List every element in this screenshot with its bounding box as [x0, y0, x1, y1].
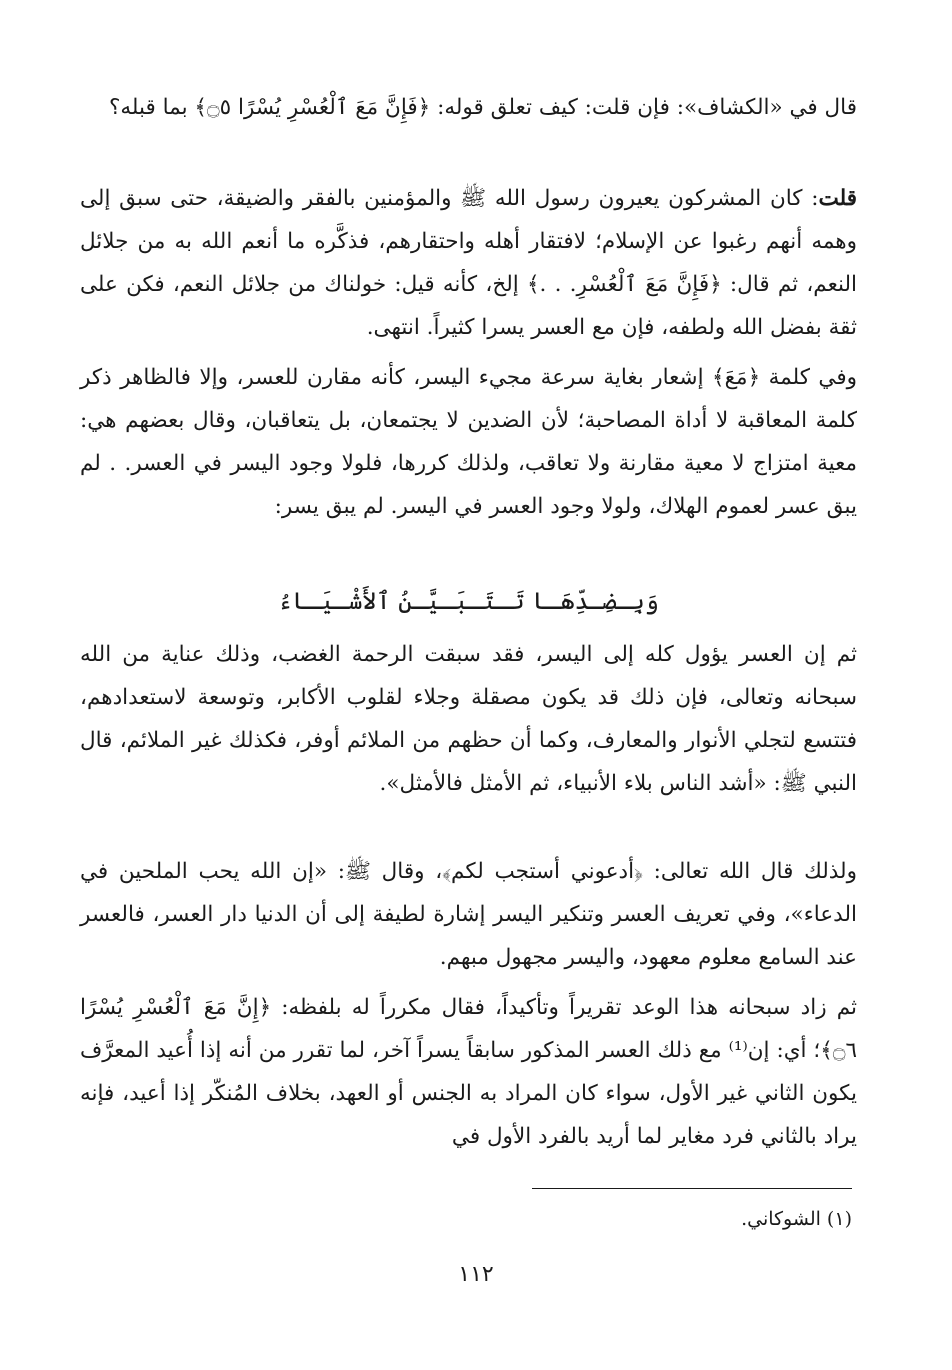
- page-number: ١١٢: [458, 1262, 494, 1287]
- paragraph-4: [80, 633, 857, 805]
- paragraph-text: ثم إن العسر يؤول كله إلى اليسر، فقد سبقت الرحمة الغضب، وذلك عناية من الله سبحانه وتعالى، فإن ذلك قد يكون مصقلة وجلاء لقلوب الأكابر، وتوسعة لاستعدادهم، فتتسع لتجلي الأنوار والمعارف، وكما أن حظهم من الملائم أوفر، فكذلك غير الملائم، قال النبي ﷺ: «أشد الناس بلاء الأنبياء، ثم الأمثل فالأمثل».: [80, 642, 857, 796]
- poetry-verse: وَبِـضِـدِّهَـا تَـتَـبَـيَّـنُ ٱلأَشْـيَـاءُ: [278, 587, 659, 615]
- footnote: (١) الشوكاني.: [741, 1208, 852, 1230]
- paragraph-lead: قلت: [818, 186, 857, 211]
- paragraph-text: وفي كلمة ﴿مَعَ﴾ إشعار بغاية سرعة مجيء اليسر، كأنه مقارن للعسر، وإلا فالظاهر ذكر كلمة المعاقبة لا أداة المصاحبة؛ لأن الضدين لا يجتمعان، بل يتعاقبان، وقال بعضهم هي: معية امتزاج لا معية مقارنة ولا تعاقب، ولذلك كررها، فلولا وجود اليسر في العسر. . لم يبق عسر لعموم الهلاك، ولولا وجود العسر في اليسر. لم يبق يسر:: [80, 365, 857, 519]
- paragraph-text: ولذلك قال الله تعالى: ﴿أدعوني أستجب لكم﴾، وقال ﷺ: «إن الله يحب الملحين في الدعاء»، وفي تعريف العسر وتنكير اليسر إشارة لطيفة إلى أن الدنيا دار العسر، فالعسر عند السامع معلوم معهود، واليسر مجهول مبهم.: [80, 859, 857, 970]
- paragraph-2: [80, 177, 857, 349]
- footnote-separator: [532, 1188, 852, 1189]
- paragraph-5: [80, 850, 857, 979]
- paragraph-text: ثم زاد سبحانه هذا الوعد تقريراً وتأكيداً، فقال مكرراً له بلفظه: ﴿إِنَّ مَعَ ٱلْعُسْرِ يُسْرًا ۝٦﴾؛ أي: إن⁽¹⁾ مع ذلك العسر المذكور سابقاً يسراً آخر، لما تقرر من أنه إذا أُعيد المعرَّف يكون الثاني غير الأول، سواء كان المراد به الجنس أو العهد، بخلاف المُنكّر إذا أعيد، فإنه يراد بالثاني فرد مغاير لما أريد بالفرد الأول في: [80, 995, 857, 1149]
- paragraph-6: [80, 986, 857, 1158]
- paragraph-1: [80, 86, 857, 129]
- paragraph-text: : كان المشركون يعيرون رسول الله ﷺ والمؤمنين بالفقر والضيقة، حتى سبق إلى وهمه أنهم رغبوا عن الإسلام؛ لافتقار أهله واحتقارهم، فذكَّره ما أنعم الله به من جلائل النعم، ثم قال: ﴿فَإِنَّ مَعَ ٱلْعُسْرِ. . .﴾ إلخ، كأنه قيل: خولناك من جلائل النعم، فكن على ثقة بفضل الله ولطفه، فإن مع العسر يسرا كثيراً. انتهى.: [80, 186, 857, 340]
- paragraph-3: [80, 356, 857, 528]
- paragraph-text: قال في «الكشاف»: فإن قلت: كيف تعلق قوله: ﴿فَإِنَّ مَعَ ٱلْعُسْرِ يُسْرًا ۝٥﴾ بما قبله؟: [108, 95, 857, 120]
